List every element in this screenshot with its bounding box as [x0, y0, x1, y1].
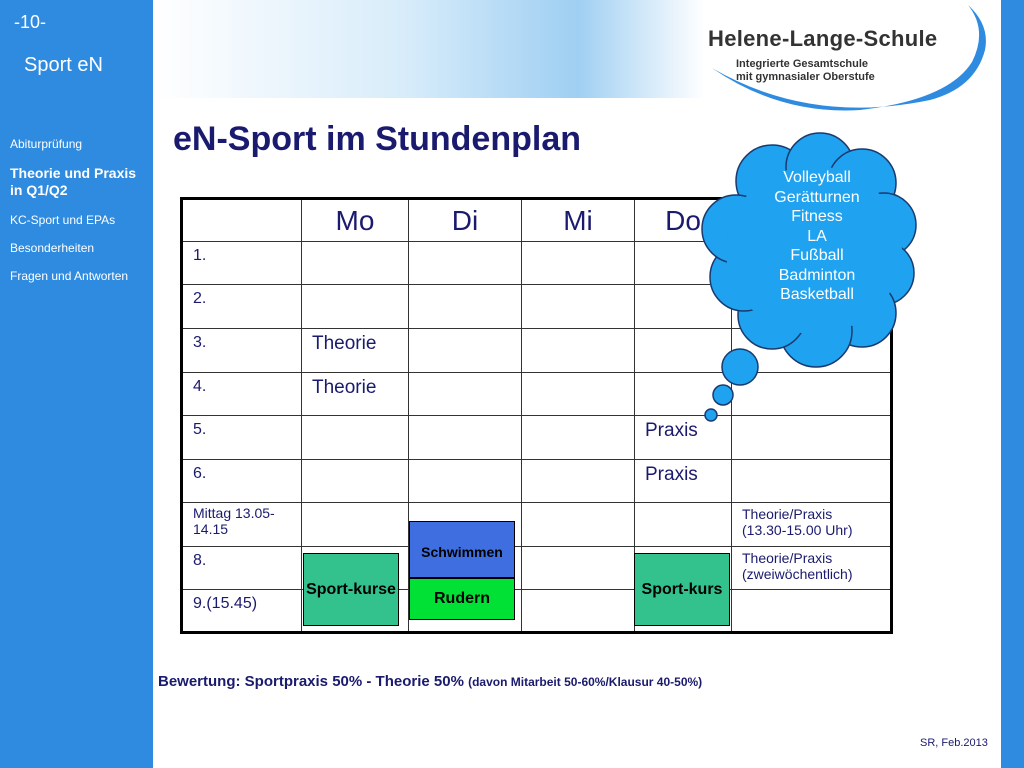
footer-credit: SR, Feb.2013	[920, 737, 988, 749]
sportkurs-box: Sport-kurs	[634, 553, 730, 626]
sidebar	[0, 0, 153, 768]
sidebar-nav	[10, 137, 150, 297]
row-label: 9.(15.45)	[182, 590, 302, 633]
note-mittag: Theorie/Praxis (13.30-15.00 Uhr)	[732, 503, 892, 547]
table-row	[182, 590, 892, 633]
table-cell	[522, 460, 635, 503]
cloud-item-fitness: Fitness	[791, 208, 843, 225]
table-cell	[732, 460, 892, 503]
schwimmen-box: Schwimmen	[409, 521, 515, 578]
table-cell	[522, 416, 635, 460]
table-row	[182, 460, 892, 503]
cell-praxis: Praxis	[635, 416, 732, 460]
sidebar-subtitle: Sport eN	[24, 54, 103, 76]
table-cell	[732, 590, 892, 633]
table-cell	[302, 460, 409, 503]
row-label: 6.	[182, 460, 302, 503]
table-cell	[409, 416, 522, 460]
sidebar-item-abiturpruefung[interactable]: Abiturprüfung	[10, 137, 83, 151]
table-cell	[522, 242, 635, 285]
table-row	[182, 547, 892, 590]
sidebar-item-besonderheiten[interactable]: Besonderheiten	[10, 241, 95, 255]
table-cell	[409, 460, 522, 503]
cloud-item-fussball: Fußball	[790, 247, 844, 264]
row-label: 1.	[182, 242, 302, 285]
logo-title: Helene-Lange-Schule	[708, 26, 938, 51]
sidebar-item-kc-sport[interactable]: KC-Sport und EPAs	[10, 213, 116, 227]
table-cell	[409, 242, 522, 285]
header-mi: Mi	[522, 199, 635, 242]
page-title: eN-Sport im Stundenplan	[173, 120, 581, 158]
cloud-item-basketball: Basketball	[780, 286, 854, 303]
cell-theorie: Theorie	[302, 329, 409, 373]
table-cell	[522, 329, 635, 373]
note-row-8: Theorie/Praxis (zweiwöchentlich)	[732, 547, 892, 590]
table-cell	[522, 285, 635, 329]
rudern-box: Rudern	[409, 578, 515, 620]
table-cell	[635, 503, 732, 547]
cloud-text	[742, 168, 892, 305]
row-label: 2.	[182, 285, 302, 329]
logo-subtitle-1: Integrierte Gesamtschule	[736, 58, 869, 70]
table-cell	[409, 285, 522, 329]
cloud-item-la: LA	[807, 227, 827, 245]
row-label: 8.	[182, 547, 302, 590]
table-cell	[302, 285, 409, 329]
table-cell	[302, 416, 409, 460]
cloud-item-geraetturnen: Gerätturnen	[774, 188, 860, 206]
bewertung-detail: (davon Mitarbeit 50-60%/Klausur 40-50%)	[468, 675, 703, 689]
row-label: 3.	[182, 329, 302, 373]
header-empty-cell	[182, 199, 302, 242]
table-cell	[302, 503, 409, 547]
page-number: -10-	[14, 12, 47, 32]
row-label-mittag: Mittag 13.05-14.15	[182, 503, 302, 547]
logo-subtitle-2: mit gymnasialer Oberstufe	[736, 71, 875, 83]
bewertung-main: Bewertung: Sportpraxis 50% - Theorie 50%	[158, 673, 464, 690]
table-cell	[302, 242, 409, 285]
header-mo: Mo	[302, 199, 409, 242]
cloud-item-volleyball: Volleyball	[783, 169, 851, 186]
table-cell	[522, 547, 635, 590]
table-cell	[409, 373, 522, 416]
sportkurse-box: Sport-kurse	[303, 553, 399, 626]
header-di: Di	[409, 199, 522, 242]
header-do: Do	[635, 199, 732, 242]
row-label: 4.	[182, 373, 302, 416]
cell-theorie: Theorie	[302, 373, 409, 416]
sidebar-item-fragen[interactable]: Fragen und Antworten	[10, 269, 129, 283]
sidebar-item-theorie-praxis[interactable]: Theorie und Praxis in Q1/Q2	[10, 165, 137, 198]
table-cell	[409, 329, 522, 373]
table-cell	[522, 503, 635, 547]
table-cell	[522, 373, 635, 416]
row-label: 5.	[182, 416, 302, 460]
bewertung-text	[158, 673, 702, 690]
cloud-item-badminton: Badminton	[778, 266, 856, 284]
cell-praxis: Praxis	[635, 460, 732, 503]
table-cell	[522, 590, 635, 633]
table-row	[182, 503, 892, 547]
